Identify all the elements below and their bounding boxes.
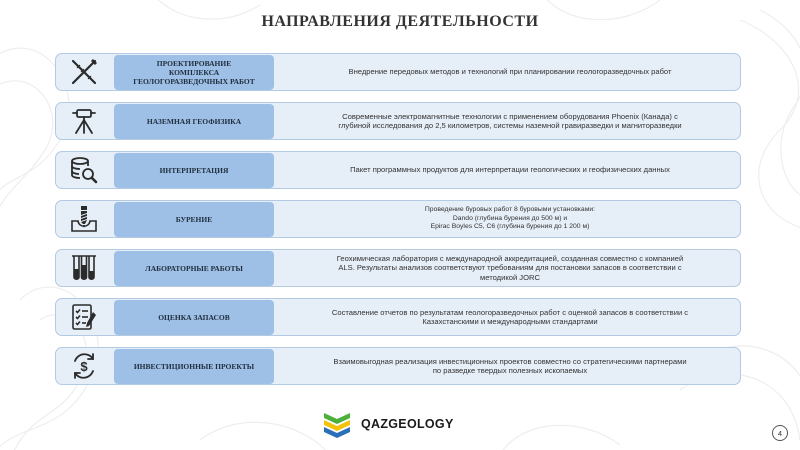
page-title: НАПРАВЛЕНИЯ ДЕЯТЕЛЬНОСТИ bbox=[261, 13, 539, 30]
activity-description: Внедрение передовых методов и технологий при планировании геологоразведочных работ bbox=[348, 67, 672, 77]
list-item-geophysics bbox=[55, 102, 741, 140]
activity-description: Современные электромагнитные технологии с применением оборудования Phoenix (Канада) с глубиной исследования до 2,5 километров, системы наземной гравиразведки и магниторазведки bbox=[338, 111, 682, 130]
activity-label: ОЦЕНКА ЗАПАСОВ bbox=[114, 300, 274, 335]
activity-description: Геохимическая лаборатория с международной аккредитацией, созданная совместно с компанией ALS. Результаты анализов соответствуют требованиям для постановки запасов в соответствии с методикой JORC bbox=[336, 253, 684, 282]
dollar-cycle-icon bbox=[62, 351, 106, 381]
list-item-laboratory bbox=[55, 249, 741, 287]
list-item-investment bbox=[55, 347, 741, 385]
qazgeology-logo-icon bbox=[322, 409, 352, 439]
checklist-icon bbox=[62, 302, 106, 332]
drill-icon bbox=[62, 204, 106, 234]
list-item-drilling bbox=[55, 200, 741, 238]
list-item-reserves bbox=[55, 298, 741, 336]
brand-logo bbox=[322, 409, 454, 439]
activity-description: Проведение буровых работ 8 буровыми установками: Dando (глубина бурения до 500 м) и Epirac Boyles C5, C6 (глубина бурения до 1 200 м) bbox=[424, 206, 596, 231]
activity-label: ИНТЕРПРЕТАЦИЯ bbox=[114, 153, 274, 188]
test-tubes-icon bbox=[62, 253, 106, 283]
brand-name: QAZGEOLOGY bbox=[361, 417, 454, 431]
activity-description: Пакет программных продуктов для интерпретации геологических и геофизических данных bbox=[350, 165, 670, 175]
activity-label: ЛАБОРАТОРНЫЕ РАБОТЫ bbox=[114, 251, 274, 286]
activity-label: НАЗЕМНАЯ ГЕОФИЗИКА bbox=[114, 104, 274, 139]
activity-description: Составление отчетов по результатам геологоразведочных работ с оценкой запасов в соответствии с Казахстанскими и международными стандартами bbox=[331, 307, 689, 326]
activity-label: БУРЕНИЕ bbox=[114, 202, 274, 237]
activity-description: Взаимовыгодная реализация инвестиционных проектов совместно со стратегическими партнерами по разведке твердых полезных ископаемых bbox=[333, 356, 687, 375]
svg-text:$: $ bbox=[80, 359, 88, 374]
survey-tripod-icon bbox=[62, 106, 106, 136]
list-item-design bbox=[55, 53, 741, 91]
activity-label: ИНВЕСТИЦИОННЫЕ ПРОЕКТЫ bbox=[114, 349, 274, 384]
pencil-ruler-icon bbox=[62, 57, 106, 87]
activity-label: ПРОЕКТИРОВАНИЕ КОМПЛЕКСА ГЕОЛОГОРАЗВЕДОЧНЫХ РАБОТ bbox=[114, 55, 274, 90]
list-item-interpretation bbox=[55, 151, 741, 189]
page-number: 4 bbox=[772, 425, 788, 441]
database-search-icon bbox=[62, 155, 106, 185]
